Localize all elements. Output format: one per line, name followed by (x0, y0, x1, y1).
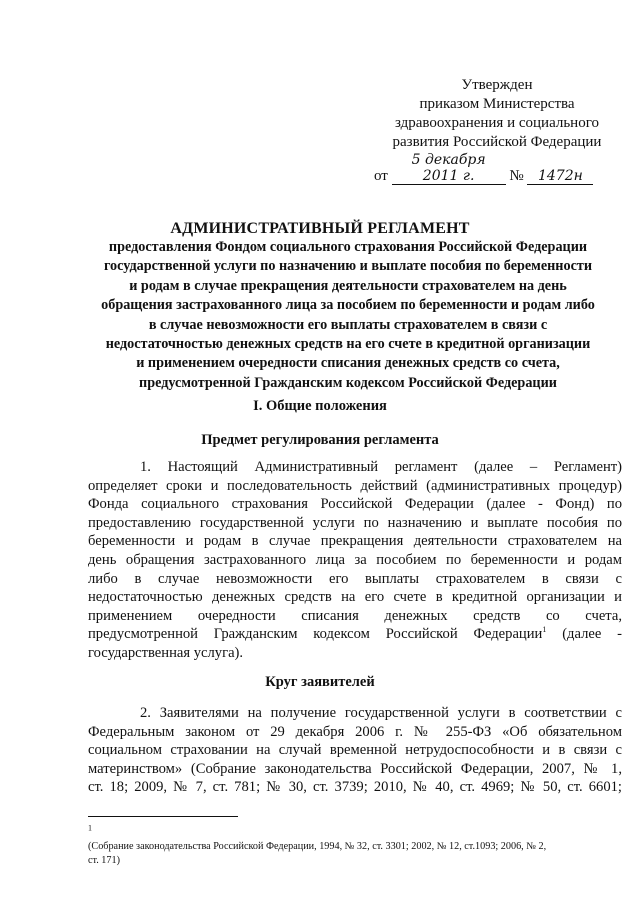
paragraph-line: материнством» (Собрание законодательства Российской Федерации, 2007, № 1, (88, 760, 622, 777)
section-heading: I. Общие положения (253, 398, 387, 414)
paragraph-line: определяет сроки и последовательность действий (административных процедур) (88, 477, 622, 494)
handwritten-date: 5 декабря 2011 г. (392, 152, 506, 185)
subtitle-line: предоставления Фондом социального страхования Российской Федерации (108, 239, 588, 255)
paragraph-line (88, 625, 622, 644)
number-label: № (509, 168, 524, 184)
paragraph-line: либо в случае невозможности его выплаты страхователем в связи с (88, 570, 622, 587)
paragraph-line: недостаточностью денежных средств на его счете в кредитной организации и (88, 589, 622, 606)
paragraph-line: государственная услуга). (88, 644, 244, 661)
paragraph-line: день обращения застрахованного лица за пособием по беременности и родам (88, 551, 622, 568)
handwritten-number: 1472н (527, 168, 593, 185)
paragraph-line: ст. 18; 2009, № 7, ст. 781; № 30, ст. 3739; 2010, № 40, ст. 4969; № 50, ст. 6601; (88, 779, 622, 796)
paragraph-line: применением очередности списания денежных средств со счета, (88, 607, 622, 624)
paragraph-line: социальном страховании на случай временной нетрудоспособности и в связи с (88, 742, 622, 759)
paragraph-line: 1. Настоящий Административный регламент (далее – Регламент) (140, 459, 622, 475)
subtitle-line: недостаточностью денежных средств на его счете в кредитной организации (105, 336, 591, 353)
paragraph-line: беременности и родам в случае прекращения деятельности страхователем на (88, 533, 622, 550)
paragraph-line: предоставлению государственной услуги по назначению и выплате пособия по (88, 514, 622, 531)
from-label: от (374, 168, 388, 184)
paragraph-1 (88, 458, 622, 663)
document-subtitle (78, 238, 618, 393)
subtitle-line: и родам в случае прекращения деятельности страхователем на день (129, 277, 567, 294)
applicants-heading: Круг заявителей (265, 674, 375, 690)
paragraph-line: Федеральным законом от 29 декабря 2006 г. № 255-ФЗ «Об обязательном (88, 723, 622, 740)
approval-line: Утвержден (461, 77, 533, 93)
footnote-line (88, 823, 618, 854)
subtitle-line: и применением очередности списания денежных средств со счета, (136, 355, 560, 372)
paragraph-line: 2. Заявителями на получение государственной услуги в соответствии с (140, 705, 622, 721)
paragraph-line: Фонда социального страхования Российской Федерации (далее - Фонд) по (88, 496, 622, 513)
footnote-divider (88, 816, 238, 817)
approval-block (372, 76, 622, 186)
paragraph-text: предусмотренной Гражданским кодексом Российской Федерации (88, 626, 543, 643)
document-title: АДМИНИСТРАТИВНЫЙ РЕГЛАМЕНТ (170, 220, 470, 237)
paragraph-2 (88, 704, 622, 797)
subtitle-line: предусмотренной Гражданским кодексом Российской Федерации (139, 374, 557, 391)
paragraph-text: (далее - (562, 626, 622, 643)
footnote-reference[interactable]: 1 (542, 625, 547, 635)
footnote-line: ст. 171) (88, 855, 120, 866)
subject-heading: Предмет регулирования регламента (201, 432, 439, 448)
approval-line: развития Российской Федерации (392, 134, 602, 150)
approval-line: здравоохранения и социального (394, 115, 599, 131)
approval-line: приказом Министерства (419, 96, 575, 112)
footnote-mark: 1 (88, 823, 92, 833)
subtitle-line: в случае невозможности его выплаты страхователем в связи с (148, 316, 548, 333)
footnote (88, 823, 618, 868)
subtitle-line: обращения застрахованного лица за пособием по беременности и родам либо (101, 297, 595, 314)
subtitle-line: государственной услуги по назначению и выплате пособия по беременности (103, 258, 593, 275)
footnote-text: (Собрание законодательства Российской Федерации, 1994, № 32, ст. 3301; 2002, № 12, ст.1093; 2006, № 2, (88, 841, 547, 852)
approval-date-line (372, 152, 622, 186)
